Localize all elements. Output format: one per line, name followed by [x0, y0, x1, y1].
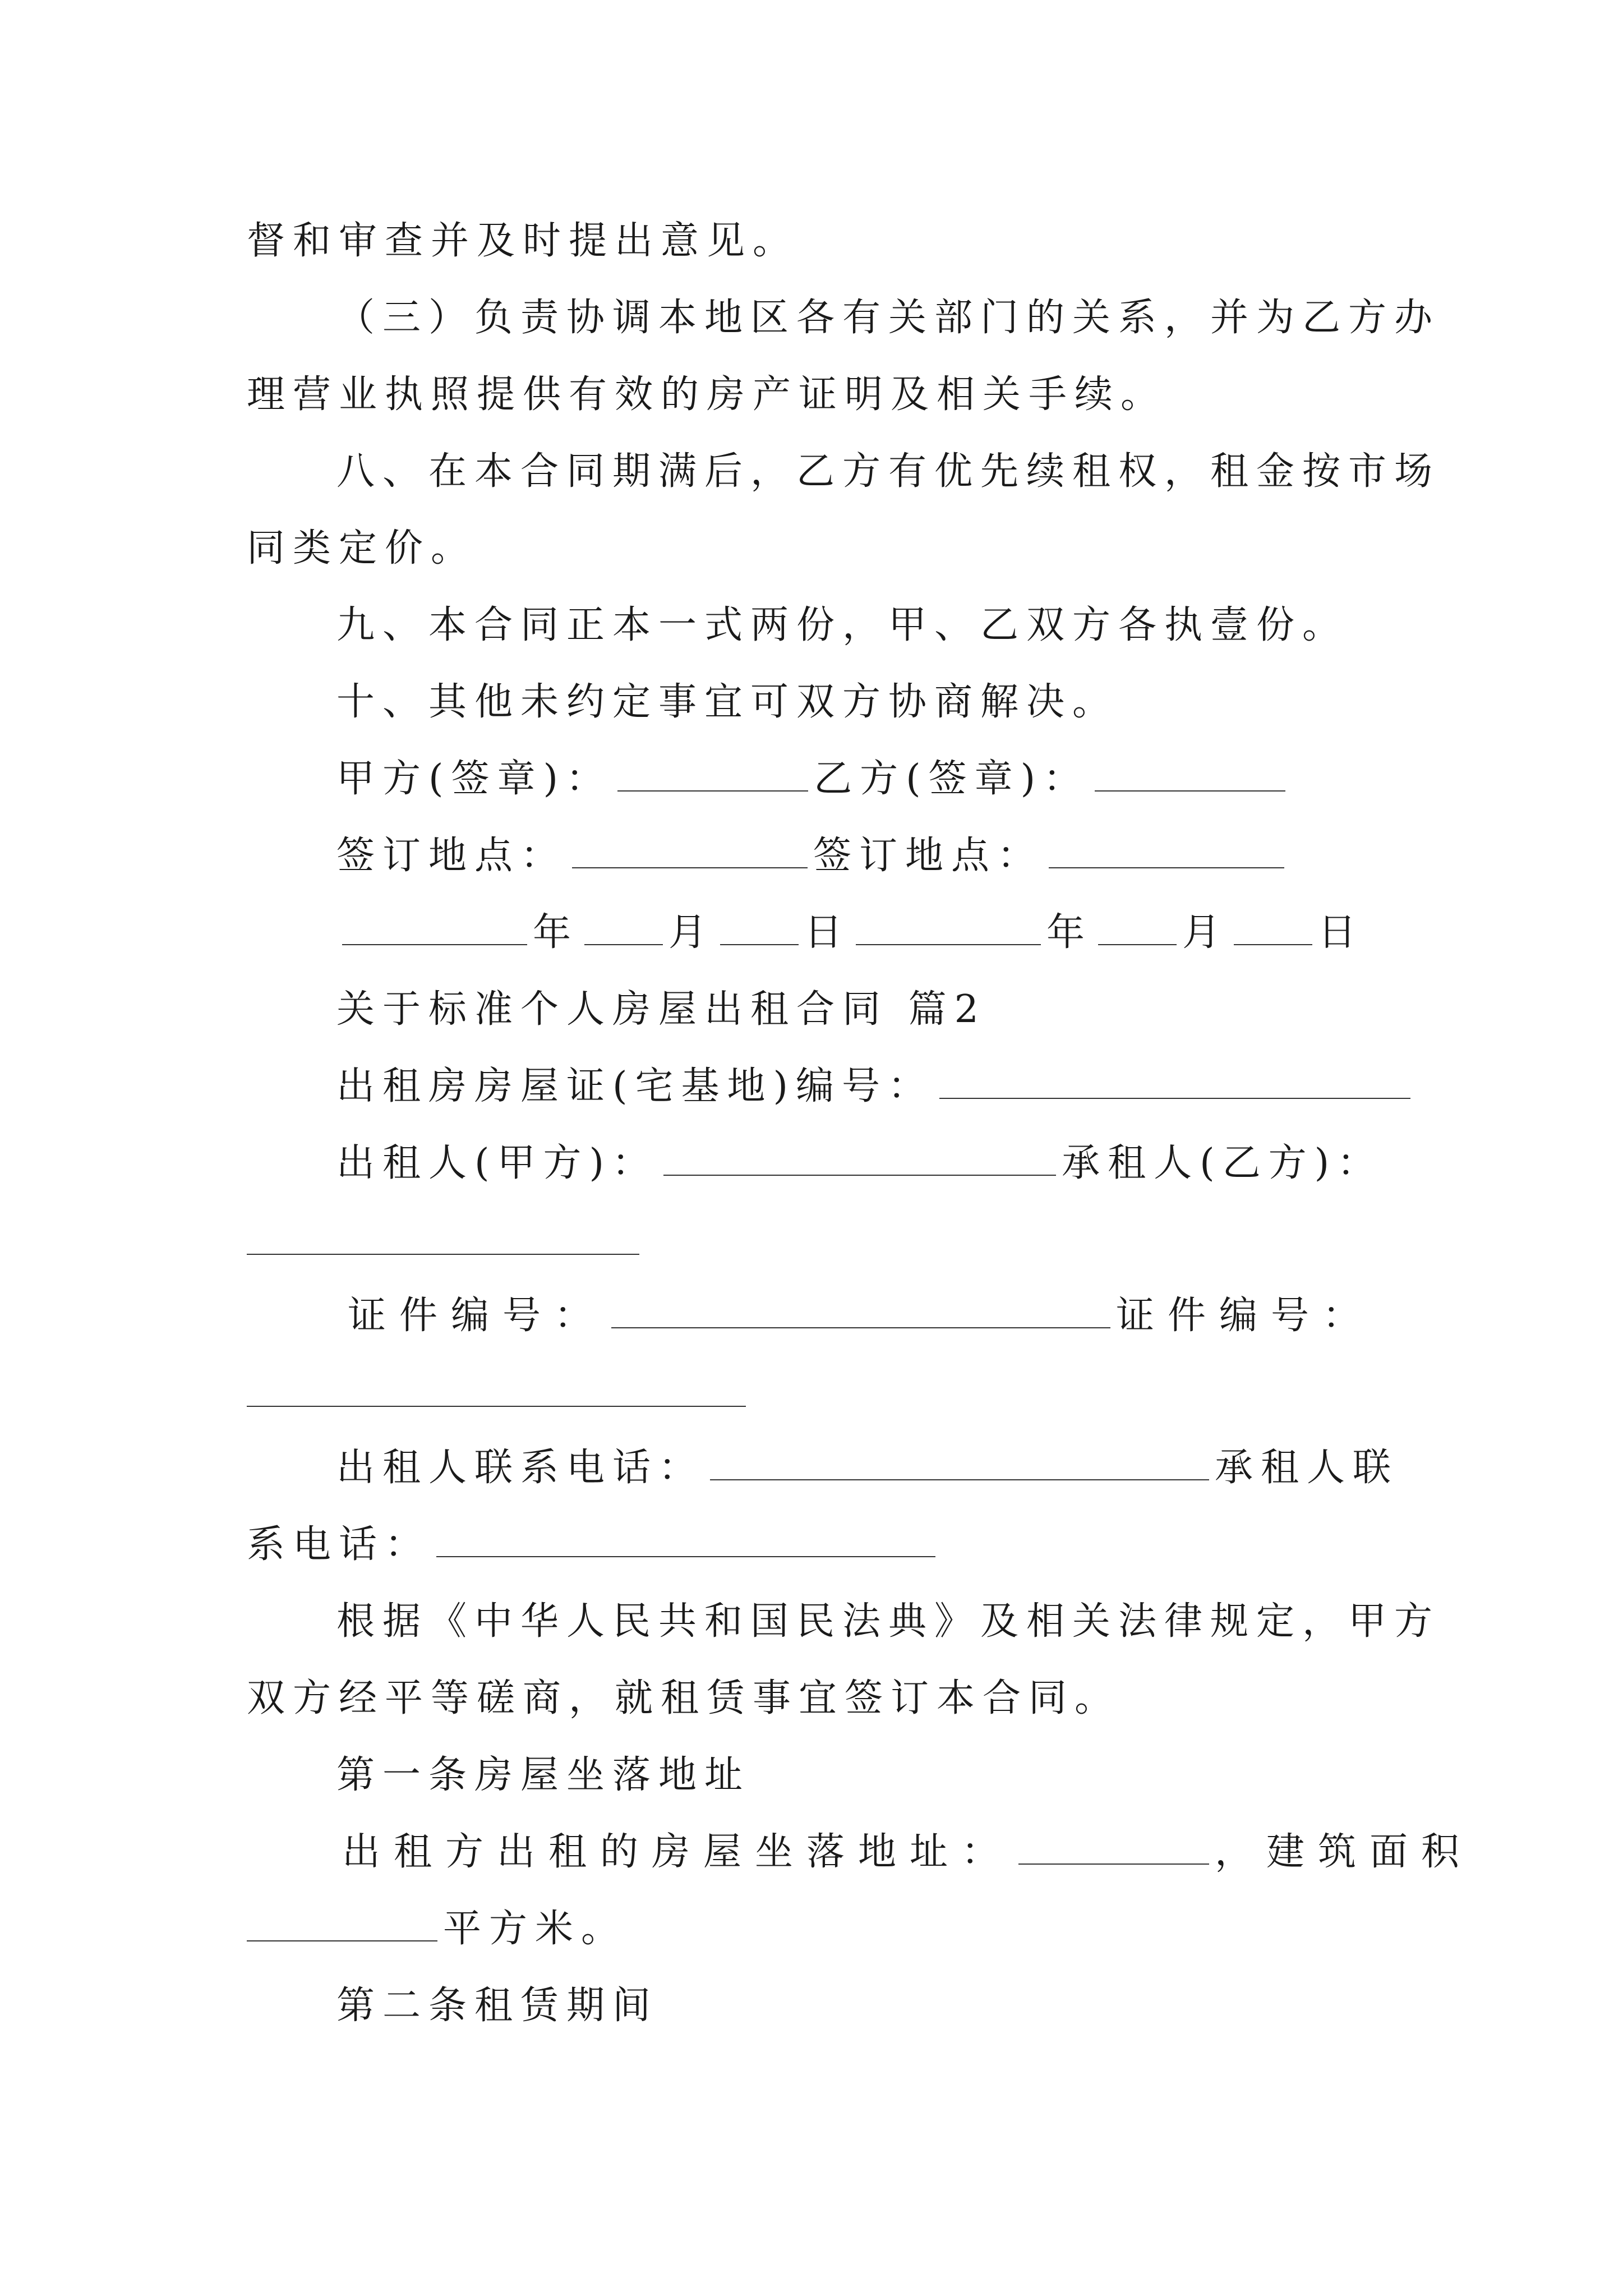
- text-line: 九、本合同正本一式两份，甲、乙双方各执壹份。: [336, 603, 1349, 647]
- certificate-number-blank: [939, 1066, 1410, 1099]
- text-line: [336, 1443, 1399, 1493]
- article-heading: 第一条房屋坐落地址: [336, 1753, 751, 1797]
- year-label: 年: [1046, 910, 1093, 955]
- text-line: （三）负责协调本地区各有关部门的关系，并为乙方办: [336, 296, 1441, 340]
- text-line: 督和审查并及时提出意见。: [247, 219, 799, 263]
- text-line: [247, 1904, 627, 1954]
- lessor-phone-blank: [710, 1448, 1209, 1480]
- month-label: 月: [668, 910, 715, 955]
- day-label: 日: [1318, 910, 1364, 955]
- address-blank: [1018, 1832, 1209, 1865]
- text-line: [336, 1061, 1416, 1112]
- text-line: [247, 1520, 941, 1570]
- party-a-place-label: 签订地点：: [336, 834, 567, 878]
- year-label: 年: [533, 910, 579, 955]
- month-blank: [584, 913, 663, 945]
- text-line: 八、在本合同期满后，乙方有优先续租权，租金按市场: [336, 449, 1441, 494]
- date-line: [336, 908, 1364, 958]
- signature-line: [336, 754, 1291, 804]
- text-line: [348, 1291, 1374, 1341]
- signing-place-line: [336, 831, 1290, 881]
- lessor-label: 出租人(甲方)：: [336, 1141, 658, 1185]
- lessee-id-label: 证件编号：: [1116, 1294, 1375, 1338]
- text-line: 理营业执照提供有效的房产证明及相关手续。: [247, 372, 1167, 417]
- day-blank: [1234, 913, 1312, 945]
- lessor-blank: [663, 1143, 1056, 1176]
- lessee-phone-blank: [436, 1525, 935, 1557]
- lessee-phone-label: 承租人联: [1215, 1446, 1399, 1490]
- text-line: [336, 1138, 1383, 1189]
- month-blank: [1098, 913, 1177, 945]
- certificate-number-label: 出租房房屋证(宅基地)编号：: [336, 1064, 934, 1108]
- lessor-id-label: 证件编号：: [348, 1294, 606, 1338]
- lessee-id-blank: [247, 1406, 746, 1407]
- party-b-place-label: 签订地点：: [813, 834, 1044, 878]
- party-b-signature-blank: [1095, 759, 1285, 792]
- lessee-label: 承租人(乙方)：: [1062, 1141, 1384, 1185]
- area-label: ，建筑面积: [1215, 1830, 1473, 1874]
- day-label: 日: [804, 910, 851, 955]
- year-blank: [342, 913, 527, 945]
- party-a-signature-blank: [617, 759, 808, 792]
- text-line: 双方经平等磋商，就租赁事宜签订本合同。: [247, 1676, 1121, 1720]
- party-a-signature-label: 甲方(签章)：: [336, 757, 612, 801]
- year-blank: [856, 913, 1041, 945]
- day-blank: [720, 913, 799, 945]
- area-unit: 平方米。: [443, 1907, 628, 1951]
- lessee-blank: [247, 1254, 639, 1255]
- text-line: 根据《中华人民共和国民法典》及相关法律规定，甲方: [336, 1599, 1441, 1644]
- text-line: 同类定价。: [247, 526, 477, 570]
- section-heading: 关于标准个人房屋出租合同 篇2: [336, 987, 986, 1032]
- address-label: 出租方出租的房屋坐落地址：: [342, 1830, 1013, 1874]
- party-b-signature-label: 乙方(签章)：: [814, 757, 1090, 801]
- lessor-phone-label: 出租人联系电话：: [336, 1446, 705, 1490]
- month-label: 月: [1182, 910, 1229, 955]
- party-a-place-blank: [572, 836, 808, 868]
- lessor-id-blank: [611, 1296, 1110, 1328]
- area-blank: [247, 1909, 437, 1941]
- lessee-phone-label-cont: 系电话：: [247, 1522, 431, 1567]
- party-b-place-blank: [1049, 836, 1284, 868]
- text-line: [342, 1827, 1473, 1878]
- text-line: 十、其他未约定事宜可双方协商解决。: [336, 680, 1119, 724]
- article-heading: 第二条租赁期间: [336, 1984, 659, 2028]
